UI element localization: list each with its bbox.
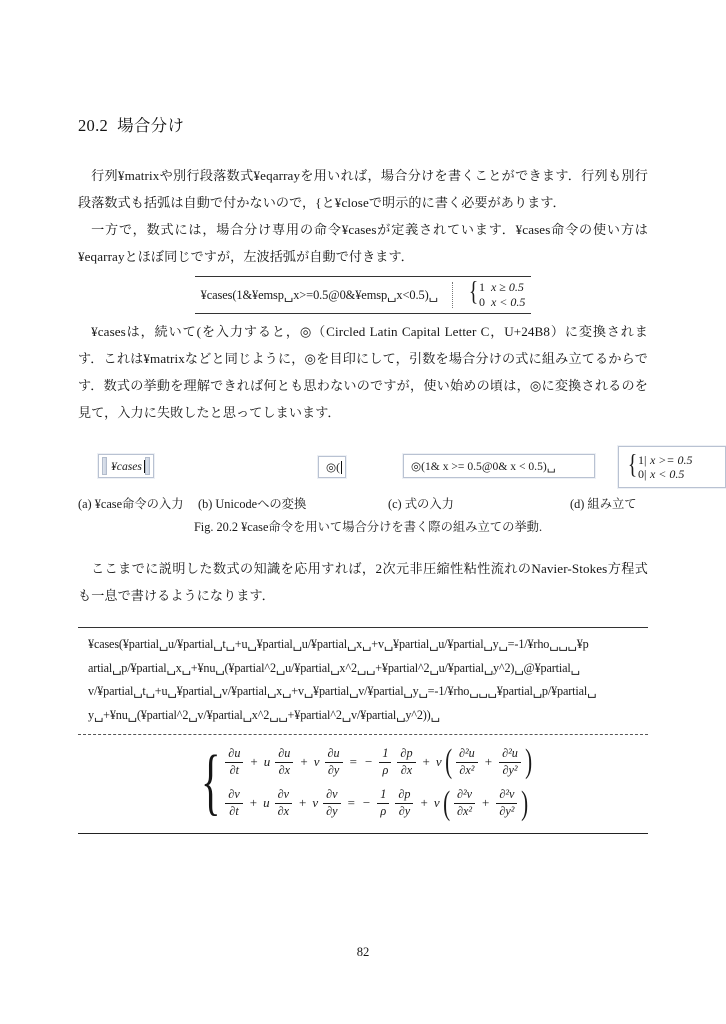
cases-row: [479, 295, 525, 310]
fraction-denominator: ∂y: [327, 762, 340, 777]
code-line: v/¥partial␣t␣+u␣¥partial␣v/¥partial␣x␣+v␣¥partial␣v/¥partial␣y␣=-1/¥rho␣␣␣¥partial␣p/¥partial␣: [88, 684, 597, 698]
fraction-denominator: ∂y²: [502, 762, 518, 777]
nu-symbol: ν: [433, 795, 440, 811]
fraction-numerator: ∂v: [323, 788, 340, 804]
cases-rows: [638, 453, 693, 482]
cases-value: 1: [478, 280, 485, 294]
partial-v-partial-y: [323, 788, 340, 818]
laplacian-term-x: [456, 747, 478, 777]
cases-condition: x < 0.5: [490, 294, 526, 309]
variable-v: v: [312, 795, 319, 811]
page-number: 82: [356, 945, 370, 959]
fraction-numerator: ∂²u: [499, 747, 521, 763]
fraction-denominator: ∂x: [278, 762, 291, 777]
figure-panels-row: [78, 446, 693, 492]
fraction-denominator: ∂x: [400, 762, 413, 777]
sample-divider: [452, 282, 453, 308]
fraction-denominator: ∂y²: [499, 803, 515, 818]
one-over-rho: [379, 747, 391, 777]
caption-panel-b: (b) Unicodeへの変換: [198, 497, 307, 511]
plus-operator: +: [249, 795, 258, 811]
cases-row: [479, 280, 525, 295]
section-heading: [78, 112, 648, 136]
fraction-numerator: ∂p: [395, 788, 413, 804]
equation-field-panel-b[interactable]: [318, 456, 346, 478]
equation-field-panel-d[interactable]: [618, 446, 726, 488]
partial-p-partial-x: [397, 747, 415, 777]
cases-sample-frame: [195, 276, 532, 314]
section-title: 場合分け: [117, 116, 185, 135]
right-paren-glyph: ): [521, 784, 529, 822]
fraction-denominator: ∂x²: [456, 803, 473, 818]
code-line: ¥cases(¥partial␣u/¥partial␣t␣+u␣¥partial␣u/¥partial␣x␣+v␣¥partial␣u/¥partial␣y␣=-1/¥rho␣␣␣¥p: [88, 637, 589, 651]
fraction-numerator: ∂v: [225, 788, 242, 804]
fraction-denominator: ∂y: [326, 803, 338, 818]
panel-d-cases: [626, 453, 693, 482]
plus-operator: +: [484, 754, 493, 770]
variable-u: u: [263, 795, 270, 811]
cases-condition: x >= 0.5: [649, 452, 693, 467]
fraction-numerator: 1: [379, 747, 391, 763]
equals-operator: =: [349, 754, 357, 770]
field-handle-right-icon: [145, 457, 150, 475]
fraction-denominator: ρ: [380, 803, 387, 818]
right-paren-glyph: ): [525, 743, 533, 781]
paragraph-1: 行列¥matrixや別行段落数式¥eqarrayを用いれば，場合分けを書くことができます．行列も別行段落数式も括弧は自動で付かないので，{と¥closeで明示的に書く必要があります．: [78, 168, 648, 210]
equation-line-2: [222, 784, 533, 822]
figure-panel-captions: [78, 494, 648, 514]
cases-condition: x < 0.5: [649, 467, 685, 481]
partial-u-partial-x: [275, 747, 293, 777]
panel-a-text: ¥cases: [111, 459, 142, 473]
page-content: [78, 112, 693, 834]
cases-value: 0: [478, 294, 485, 309]
partial-v-partial-t: [225, 788, 242, 818]
fraction-denominator: ∂y: [398, 803, 411, 818]
navier-stokes-code-block: [78, 627, 648, 733]
caption-panel-d: (d) 組み立て: [570, 497, 637, 511]
panel-d-rendered: [622, 453, 722, 482]
cases-sample-input: ¥cases(1&¥emsp␣x>=0.5@0&¥emsp␣x<0.5)␣: [200, 287, 438, 302]
cases-row: [638, 453, 693, 468]
paragraph-3: ¥casesは，続いて(を入力すると，◎（Circled Latin Capital Letter C，U+24B8）に変換されます．これは¥matrixなどと同じように，◎を目印にして，引数を場合分けの式に組み立てるからです．数式の挙動を理解できれば何とも思わないのですが，使い始めの頃は，◎に変換されるのを見て，入力に失敗したと思ってしまいます．: [78, 324, 648, 420]
fraction-numerator: ∂u: [325, 747, 343, 763]
figure-title: Fig. 20.2 ¥case命令を用いて場合分けを書く際の組み立ての挙動.: [193, 520, 543, 534]
fraction-numerator: 1: [377, 788, 389, 804]
caption-panel-c: (c) 式の入力: [388, 497, 454, 511]
fraction-numerator: ∂²u: [456, 747, 478, 763]
plus-operator: +: [300, 754, 308, 770]
laplacian-term-x: [454, 788, 475, 818]
partial-v-partial-x: [275, 788, 292, 818]
equation-field-panel-c[interactable]: [403, 454, 595, 478]
partial-u-partial-t: [225, 747, 243, 777]
cases-row: [638, 467, 693, 482]
fraction-numerator: ∂p: [397, 747, 415, 763]
panel-c-text: ◎(1& x >= 0.5@0& x < 0.5)␣: [411, 460, 556, 473]
fraction-numerator: ∂u: [225, 747, 243, 763]
fraction-numerator: ∂²v: [496, 788, 517, 804]
fraction-denominator: ∂t: [229, 762, 240, 777]
equation-bottom-rule: [78, 833, 648, 834]
fraction-numerator: ∂u: [275, 747, 293, 763]
partial-u-partial-y: [325, 747, 343, 777]
minus-operator: −: [362, 795, 371, 811]
caption-panel-a: (a) ¥case命令の入力: [78, 497, 184, 511]
plus-operator: +: [482, 795, 490, 811]
left-brace-glyph: {: [627, 452, 638, 479]
left-paren-glyph: (: [442, 784, 450, 822]
partial-p-partial-y: [395, 788, 413, 818]
left-brace-glyph: {: [200, 740, 221, 823]
code-line: artial␣p/¥partial␣x␣+¥nu␣(¥partial^2␣u/¥partial␣x^2␣␣+¥partial^2␣u/¥partial␣y^2)␣@¥partial␣: [88, 660, 580, 675]
nu-symbol: ν: [435, 754, 442, 770]
equation-field-panel-a[interactable]: [98, 454, 154, 478]
cases-condition: x ≥ 0.5: [490, 280, 524, 294]
fraction-numerator: ∂v: [275, 788, 292, 804]
plus-operator: +: [422, 754, 430, 770]
cases-sample-figure: [78, 276, 648, 314]
fraction-denominator: ∂x²: [459, 762, 475, 777]
cases-sample-rendered: [467, 276, 526, 309]
plus-operator: +: [250, 754, 258, 770]
cases-value: 1|: [637, 452, 647, 467]
equals-operator: =: [347, 795, 355, 811]
fraction-numerator: ∂²v: [454, 788, 475, 804]
code-line: y␣+¥nu␣(¥partial^2␣v/¥partial␣x^2␣␣+¥partial^2␣v/¥partial␣y^2))␣: [88, 707, 440, 722]
variable-v: v: [313, 754, 320, 770]
plus-operator: +: [420, 795, 428, 811]
laplacian-term-y: [499, 747, 521, 777]
laplacian-term-y: [496, 788, 517, 818]
cases-rows: [479, 280, 525, 309]
fraction-denominator: ∂t: [229, 803, 239, 818]
paragraph-2: 一方で，数式には，場合分け専用の命令¥casesが定義されています．¥cases命令の使い方は¥eqarrayとほぼ同じですが，左波括弧が自動で付きます．: [78, 222, 648, 264]
cases-value: 0|: [637, 467, 647, 481]
fraction-denominator: ∂x: [277, 803, 290, 818]
navier-stokes-equations: [78, 735, 648, 831]
variable-u: u: [263, 754, 271, 770]
one-over-rho: [377, 788, 389, 818]
fraction-denominator: ρ: [382, 762, 389, 777]
section-number: 20.2: [78, 116, 109, 135]
text-caret-icon: [341, 461, 342, 474]
minus-operator: −: [364, 754, 373, 770]
equation-line-1: [222, 743, 533, 781]
panel-b-text: ◎(: [326, 461, 340, 474]
left-brace-glyph: {: [468, 276, 479, 306]
left-paren-glyph: (: [444, 743, 452, 781]
plus-operator: +: [299, 795, 307, 811]
equation-rows: [222, 743, 533, 822]
paragraph-4: ここまでに説明した数式の知識を応用すれば，2次元非圧縮性粘性流れのNavier-Stokes方程式も一息で書けるようになります．: [78, 561, 648, 603]
